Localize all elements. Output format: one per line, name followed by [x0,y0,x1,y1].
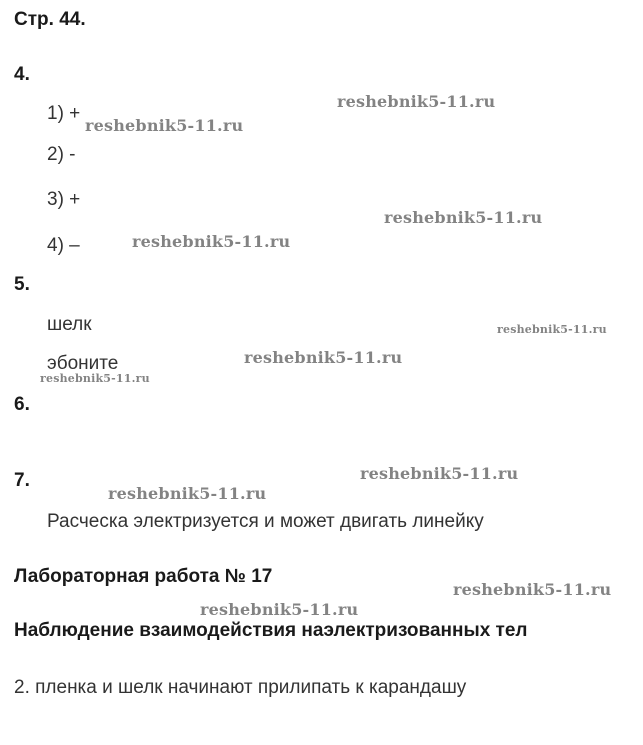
watermark: reshebnik5-11.ru [337,92,496,111]
section-number-4: 4. [14,64,30,85]
lab-item: 2. пленка и шелк начинают прилипать к карандашу [14,677,467,698]
section-number-6: 6. [14,394,30,415]
watermark: reshebnik5-11.ru [108,484,267,503]
answer-4-4: 4) – [47,235,80,256]
answer-4-1: 1) + [47,103,81,124]
answer-4-2: 2) - [47,144,76,165]
lab-title: Лабораторная работа № 17 [14,566,273,587]
answer-4-3: 3) + [47,189,81,210]
watermark: reshebnik5-11.ru [497,323,607,336]
watermark: reshebnik5-11.ru [453,580,612,599]
watermark: reshebnik5-11.ru [200,600,359,619]
lab-subtitle: Наблюдение взаимодействия наэлектризованных тел [14,620,528,641]
watermark: reshebnik5-11.ru [132,232,291,251]
section-number-5: 5. [14,274,30,295]
watermark: reshebnik5-11.ru [360,464,519,483]
page-title: Стр. 44. [14,9,86,30]
section-number-7: 7. [14,470,30,491]
watermark: reshebnik5-11.ru [244,348,403,367]
answer-7-1: Расческа электризуется и может двигать линейку [47,511,484,532]
watermark: reshebnik5-11.ru [384,208,543,227]
answer-5-1: шелк [47,314,92,335]
watermark: reshebnik5-11.ru [85,116,244,135]
answer-5-2: эбоните [47,353,119,374]
watermark: reshebnik5-11.ru [40,372,150,385]
